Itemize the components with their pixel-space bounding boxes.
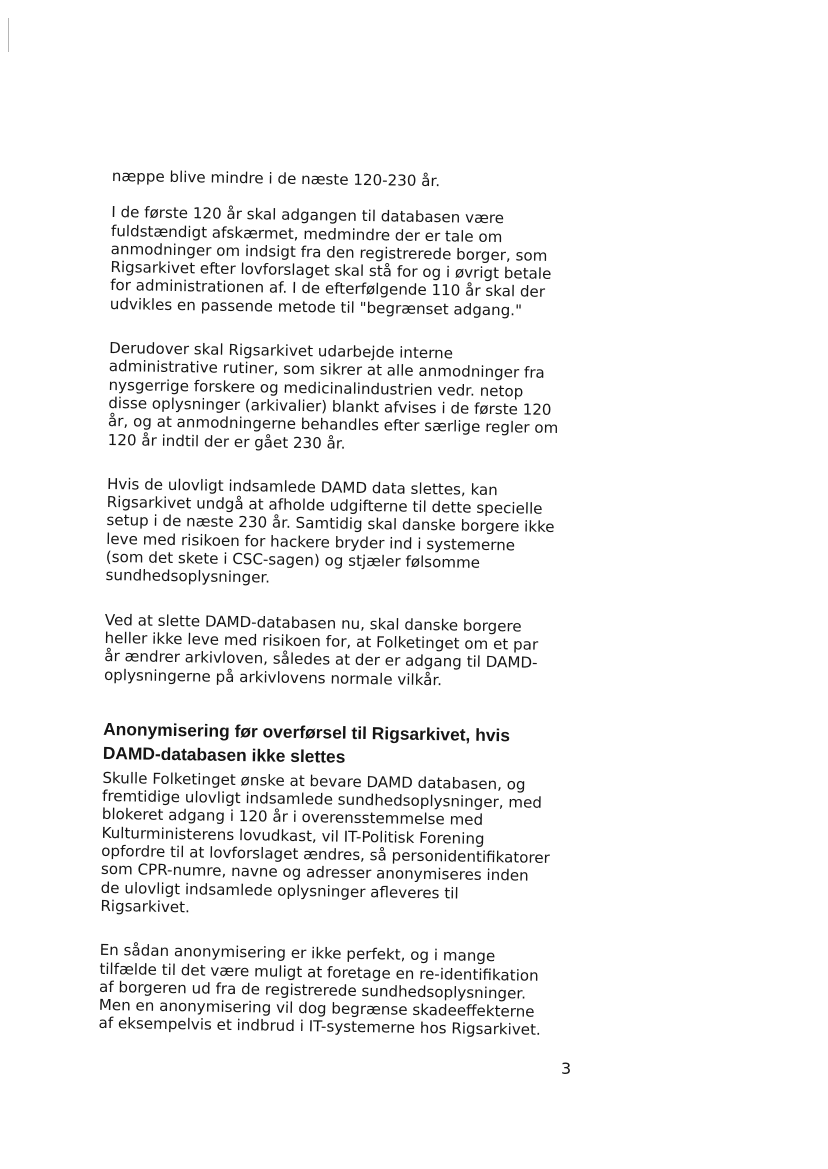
paragraph-deletion-benefits: Hvis de ulovligt indsamlede DAMD data slettes, kan Rigsarkivet undgå at afholde udgifterne til dette specielle setup i de næste 230 år. Samtidig skal danske borgere ikke leve med risikoen for hackere bryder ind i systemerne (som det skete i CSC-sagen) og stjæler følsomme sundhedsoplysninger. (105, 474, 555, 587)
scan-edge-mark (8, 18, 9, 52)
paragraph-administrative-routines: Derudover skal Rigsarkivet udarbejde interne administrative rutiner, som sikrer at alle anmodninger fra nysgerrige forskere og medicinalindustrien vedr. netop disse oplysninger (arkivalier) blankt afvises i de første 120 år, og at anmodningerne behandles efter særlige regler om 120 år indtil der er gået 230 år. (107, 339, 559, 453)
page-number: 3 (561, 1059, 572, 1078)
document-body (98, 167, 590, 1040)
paragraph-access-first-120-years: I de første 120 år skal adgangen til databasen være fuldstændigt afskærmet, medmindre der er tale om anmodninger om indsigt fra den registrerede borger, som Rigsarkivet efter lovforslaget skal stå for og i øvrigt betale for administrationen af. I de efterfølgende 110 år skal der udvikles en passende metode til "begrænset adgang." (109, 203, 552, 320)
paragraph-anonymisation-proposal: Skulle Folketinget ønske at bevare DAMD databasen, og fremtidige ulovligt indsamlede sundhedsoplysninger, med blokeret adgang i 120 år i overensstemmelse med Kulturministerens lovudkast, vil IT-Politisk Forening opfordre til at lovforslaget ændres, så personidentifikatorer som CPR-numre, navne og adresser anonymiseres inden de ulovligt indsamlede oplysninger afleveres til Rigsarkivet. (100, 768, 550, 917)
section-heading-anonymisation: Anonymisering før overførsel til Rigsarkivet, hvis DAMD-databasen ikke slettes (102, 718, 511, 767)
paragraph-archive-law-risk: Ved at slette DAMD-databasen nu, skal danske borgere heller ikke leve med risikoen for, at Folketinget om et par år ændrer arkivloven, således at der er adgang til DAMD- oplysningerne på arkivlovens normale vilkår. (103, 610, 539, 689)
paragraph-continuation: næppe blive mindre i de næste 120-230 år. (111, 167, 441, 191)
paragraph-anonymisation-limits: En sådan anonymisering er ikke perfekt, og i mange tilfælde til det være muligt at foretage en re-identifikation af borgeren ud fra de registrerede sundhedsoplysninger. Men en anonymisering vil dog begrænse skadeeffekterne af eksempelvis et indbrud i IT-systemerne hos Rigsarkivet. (98, 941, 541, 1040)
